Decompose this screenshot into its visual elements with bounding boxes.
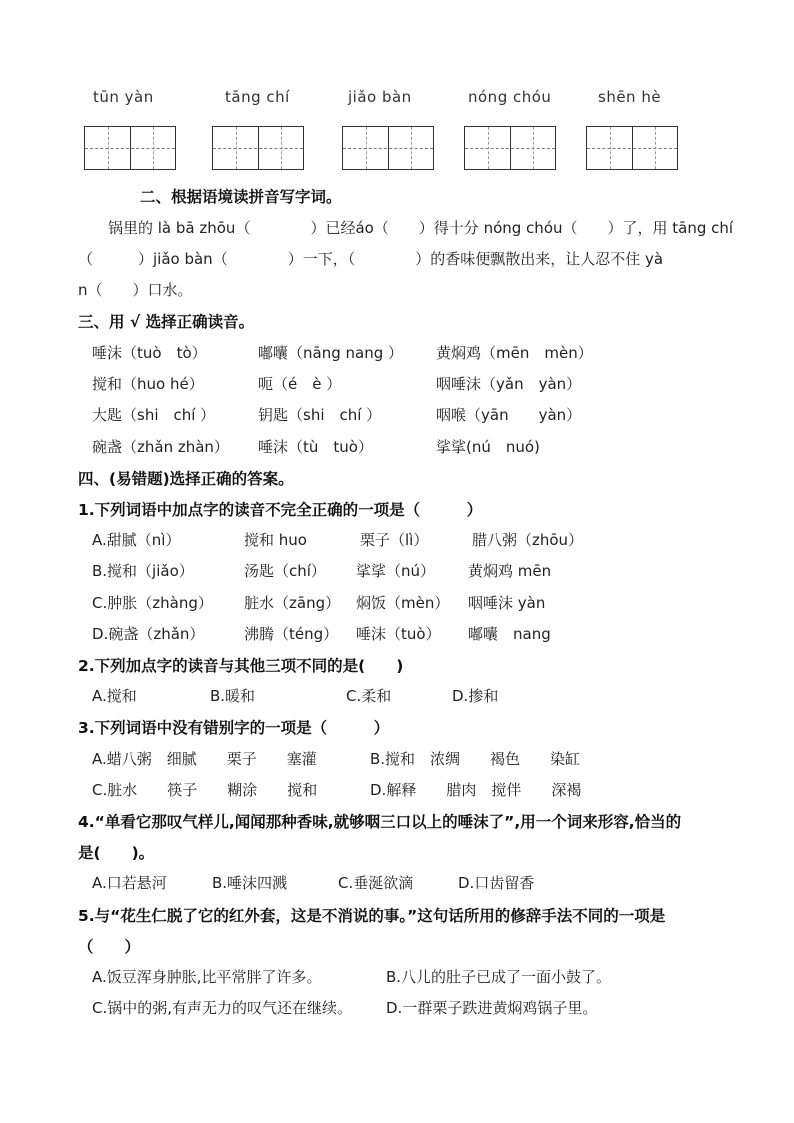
q1-d-3: 唾沫（tuò）: [356, 625, 441, 643]
q3-option-a[interactable]: A.蜡八粥 细腻 栗子 塞灌: [92, 750, 317, 768]
section2-line2: （ ）jiǎo bàn（ ）一下，（ ）的香味便飘散出来，让人忍不住 yà: [78, 250, 664, 268]
q1-c-3: 焖饭（mèn）: [356, 594, 450, 612]
q5-option-d[interactable]: D.一群栗子跌进黄焖鸡锅子里。: [386, 999, 598, 1017]
s3-r1-c3[interactable]: 黄焖鸡（mēn mèn）: [436, 344, 593, 362]
s3-r1-c2[interactable]: 嘟囔（nāng nang ）: [258, 344, 403, 362]
q5-option-a[interactable]: A.饭豆浑身肿胀,比平常胖了许多。: [92, 968, 322, 986]
q1-a-4: 腊八粥（zhōu）: [472, 531, 584, 549]
s3-r3-c1[interactable]: 大匙（shi chí ）: [92, 406, 216, 424]
q2-stem: 2.下列加点字的读音与其他三项不同的是( ): [78, 657, 404, 675]
pinyin-label-2: tāng chí: [225, 88, 290, 106]
pinyin-label-3: jiǎo bàn: [348, 88, 412, 106]
q4-stem-line1: 4.“单看它那叹气样儿,闻闻那种香味,就够咽三口以上的唾沫了”,用一个词来形容,恰当的: [78, 813, 682, 831]
s3-r2-c3[interactable]: 咽唾沫（yǎn yàn）: [436, 375, 582, 393]
s3-r3-c2[interactable]: 钥匙（shi chí ）: [258, 406, 382, 424]
s3-r1-c1[interactable]: 唾沫（tuò tò）: [92, 344, 207, 362]
s3-r4-c1[interactable]: 碗盏（zhǎn zhàn）: [92, 438, 229, 456]
q1-b-3: 挲挲（nú）: [356, 562, 436, 580]
q2-option-d[interactable]: D.掺和: [452, 687, 499, 705]
q4-stem-line2: 是( )。: [78, 844, 155, 862]
q1-a-1[interactable]: A.甜腻（nì）: [92, 531, 181, 549]
writing-grid-4[interactable]: [464, 126, 556, 170]
q1-d-2: 沸腾（téng）: [244, 625, 339, 643]
section3-title: 三、用 √ 选择正确读音。: [78, 313, 255, 331]
q3-option-b[interactable]: B.搅和 浓绸 褐色 染缸: [370, 750, 581, 768]
pinyin-label-4: nóng chóu: [468, 88, 552, 106]
q1-stem: 1.下列词语中加点字的读音不完全正确的一项是（ ）: [78, 501, 483, 519]
q2-option-a[interactable]: A.搅和: [92, 687, 137, 705]
q1-c-4: 咽唾沫 yàn: [468, 594, 546, 612]
q1-a-3: 栗子（lì）: [360, 531, 429, 549]
q3-stem: 3.下列词语中没有错别字的一项是（ ）: [78, 719, 390, 737]
writing-grid-2[interactable]: [212, 126, 304, 170]
writing-grid-3[interactable]: [342, 126, 434, 170]
q1-d-4: 嘟囔 nang: [468, 625, 551, 643]
section2-line3: n（ ）口水。: [78, 281, 193, 299]
q2-option-b[interactable]: B.暖和: [210, 687, 256, 705]
q1-a-2: 搅和 huo: [244, 531, 307, 549]
s3-r4-c3[interactable]: 挲挲(nú nuó): [436, 438, 540, 456]
q1-c-2: 脏水（zāng）: [244, 594, 341, 612]
s3-r2-c1[interactable]: 搅和（huo hé）: [92, 375, 204, 393]
writing-grid-5[interactable]: [586, 126, 678, 170]
pinyin-label-5: shēn hè: [598, 88, 662, 106]
q5-option-c[interactable]: C.锅中的粥,有声无力的叹气还在继续。: [92, 999, 353, 1017]
q4-option-d[interactable]: D.口齿留香: [458, 874, 535, 892]
q1-b-2: 汤匙（chí）: [244, 562, 326, 580]
q4-option-a[interactable]: A.口若悬河: [92, 874, 167, 892]
s3-r2-c2[interactable]: 呃（é è ）: [258, 375, 342, 393]
section2-line1: 锅里的 là bā zhōu（ ）已经áo（ ）得十分 nóng chóu（ ）了，用 tāng chí: [108, 219, 734, 237]
section2-title: 二、根据语境读拼音写字词。: [140, 188, 342, 206]
q4-option-c[interactable]: C.垂涎欲滴: [338, 874, 414, 892]
q1-b-4: 黄焖鸡 mēn: [468, 562, 552, 580]
q1-c-1[interactable]: C.肿胀（zhàng）: [92, 594, 213, 612]
writing-grid-1[interactable]: [84, 126, 176, 170]
q4-option-b[interactable]: B.唾沫四溅: [212, 874, 288, 892]
q2-option-c[interactable]: C.柔和: [346, 687, 392, 705]
s3-r4-c2[interactable]: 唾沫（tù tuò）: [258, 438, 373, 456]
pinyin-label-1: tūn yàn: [93, 88, 154, 106]
q1-d-1[interactable]: D.碗盏（zhǎn）: [92, 625, 205, 643]
q5-stem-line2: （ ）: [78, 938, 141, 956]
q5-option-b[interactable]: B.八儿的肚子已成了一面小鼓了。: [386, 968, 612, 986]
q3-option-c[interactable]: C.脏水 筷子 糊涂 搅和: [92, 781, 318, 799]
section4-title: 四、(易错题)选择正确的答案。: [78, 470, 294, 488]
s3-r3-c3[interactable]: 咽喉（yān yàn）: [436, 406, 582, 424]
q3-option-d[interactable]: D.解释 腊肉 搅伴 深褐: [370, 781, 582, 799]
q5-stem-line1: 5.与“花生仁脱了它的红外套，这是不消说的事。”这句话所用的修辞手法不同的一项是: [78, 907, 666, 925]
q1-b-1[interactable]: B.搅和（jiǎo）: [92, 562, 194, 580]
